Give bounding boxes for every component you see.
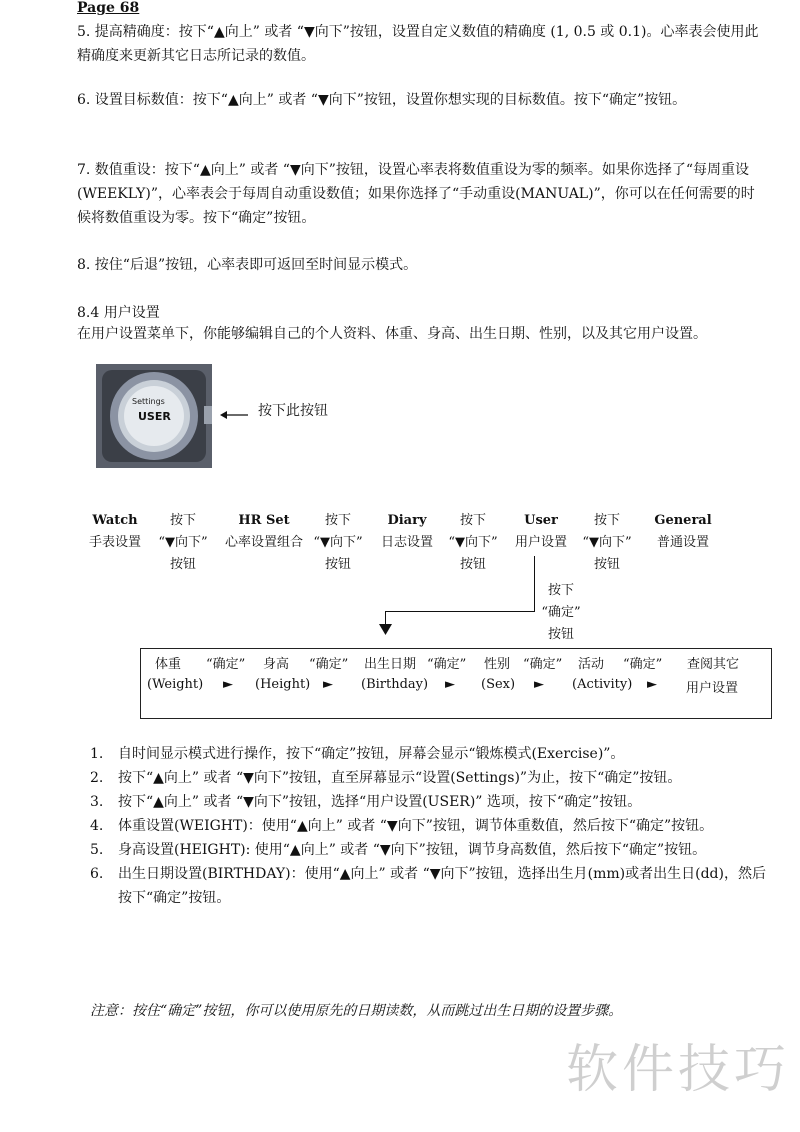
step-sex-cn: 性别 <box>484 657 511 672</box>
step-other-en: 用户设置 <box>686 681 739 696</box>
list-item <box>90 790 770 814</box>
list-item <box>90 862 770 910</box>
step-arrow-icon: ► <box>647 677 657 692</box>
menu-item-en: User <box>524 513 558 528</box>
list-num: 5. <box>90 842 104 858</box>
connector-line-down <box>385 611 386 625</box>
press-button-label: 按下此按钮 <box>258 403 328 419</box>
confirm-label: “确定” <box>206 657 246 672</box>
step-sex-en: (Sex) <box>481 677 516 692</box>
arrow-down-icon <box>379 624 392 635</box>
list-item <box>90 766 770 790</box>
list-text: 出生日期设置(BIRTHDAY)：使用“▲向上” 或者 “▼向下”按钮，选择出生月(mm)或者出生日(dd)，然后按下“确定”按钮。 <box>118 866 766 906</box>
menu-item-general <box>648 510 718 554</box>
step-activity-en: (Activity) <box>572 677 633 692</box>
steps-list <box>90 742 770 910</box>
connector-bottom: 按钮 <box>593 557 620 572</box>
menu-item-watch <box>82 510 148 554</box>
connector-top: 按下 <box>324 513 351 528</box>
step-other-cn: 查阅其它 <box>687 657 740 672</box>
list-item <box>90 838 770 862</box>
connector-bottom: 按钮 <box>324 557 351 572</box>
confirm-label: “确定” <box>623 657 663 672</box>
menu-item-cn: 普通设置 <box>656 535 709 550</box>
menu-item-diary <box>376 510 438 554</box>
confirm-connector <box>534 580 588 646</box>
menu-connector <box>150 510 216 576</box>
connector-mid: “▼向下” <box>158 535 208 550</box>
confirm-connector-l3: 按钮 <box>547 627 574 642</box>
step-height-en: (Height) <box>255 677 311 692</box>
menu-item-hrset <box>222 510 306 554</box>
list-text: 按下“▲向上” 或者 “▼向下”按钮，选择“用户设置(USER)” 选项，按下“确定”按钮。 <box>118 794 642 810</box>
confirm-label: “确定” <box>427 657 467 672</box>
confirm-connector-l2: “确定” <box>541 605 581 620</box>
menu-item-en: Watch <box>92 513 138 528</box>
confirm-connector-l1: 按下 <box>547 583 574 598</box>
step-arrow-icon: ► <box>445 677 455 692</box>
list-text: 按下“▲向上” 或者 “▼向下”按钮，直至屏幕显示“设置(Settings)”为止，按下“确定”按钮。 <box>118 770 682 786</box>
watch-screen-text-2: USER <box>138 410 171 423</box>
step-arrow-icon: ► <box>323 677 333 692</box>
confirm-label: “确定” <box>523 657 563 672</box>
confirm-label: “确定” <box>309 657 349 672</box>
paragraph-7: 7. 数值重设：按下“▲向上” 或者 “▼向下”按钮，设置心率表将数值重设为零的频率。如果你选择了“每周重设(WEEKLY)”，心率表会于每周自动重设数值；如果你选择了“手动重设(MANUAL)”，你可以在任何需要的时候将数值重设为零。按下“确定”按钮。 <box>77 162 755 226</box>
list-num: 2. <box>90 770 104 786</box>
menu-connector <box>440 510 506 576</box>
paragraph-5: 5. 提高精确度：按下“▲向上” 或者 “▼向下”按钮，设置自定义数值的精确度 (1, 0.5 或 0.1)。心率表会使用此精确度来更新其它日志所记录的数值。 <box>77 24 759 64</box>
menu-item-cn: 心率设置组合 <box>224 535 303 550</box>
step-height-cn: 身高 <box>263 657 290 672</box>
page-header: Page 68 <box>77 0 140 16</box>
connector-mid: “▼向下” <box>313 535 363 550</box>
step-weight-en: (Weight) <box>147 677 204 692</box>
connector-bottom: 按钮 <box>169 557 196 572</box>
menu-item-en: HR Set <box>238 513 290 528</box>
list-num: 6. <box>90 866 104 882</box>
connector-line-horizontal <box>385 611 535 612</box>
list-text: 身高设置(HEIGHT): 使用“▲向上” 或者 “▼向下”按钮，调节身高数值，然后按下“确定”按钮。 <box>118 842 707 858</box>
menu-item-en: General <box>654 513 712 528</box>
step-weight-cn: 体重 <box>155 657 182 672</box>
connector-bottom: 按钮 <box>459 557 486 572</box>
connector-top: 按下 <box>169 513 196 528</box>
menu-item-cn: 手表设置 <box>88 535 141 550</box>
paragraph-6: 6. 设置目标数值：按下“▲向上” 或者 “▼向下”按钮，设置你想实现的目标数值。按下“确定”按钮。 <box>77 92 687 108</box>
paragraph-8: 8. 按住“后退”按钮，心率表即可返回至时间显示模式。 <box>77 257 418 273</box>
list-num: 1. <box>90 746 104 762</box>
section-intro: 在用户设置菜单下，你能够编辑自己的个人资料、体重、身高、出生日期、性别，以及其它用户设置。 <box>77 326 707 342</box>
step-activity-cn: 活动 <box>578 657 605 672</box>
note-text: 注意：按住“确定”按钮，你可以使用原先的日期读数，从而跳过出生日期的设置步骤。 <box>90 1003 623 1019</box>
menu-connector <box>574 510 640 576</box>
menu-item-en: Diary <box>387 513 427 528</box>
step-arrow-icon: ► <box>534 677 544 692</box>
list-item <box>90 742 770 766</box>
section-title: 8.4 用户设置 <box>77 305 160 321</box>
watermark: 软件技巧 <box>565 1040 790 1100</box>
list-text: 自时间显示模式进行操作，按下“确定”按钮，屏幕会显示“锻炼模式(Exercise)”。 <box>118 746 625 762</box>
menu-item-cn: 用户设置 <box>514 535 567 550</box>
connector-mid: “▼向下” <box>448 535 498 550</box>
watch-screen-text-1: Settings <box>132 397 165 406</box>
connector-top: 按下 <box>593 513 620 528</box>
step-birthday-en: (Birthday) <box>361 677 429 692</box>
step-arrow-icon: ► <box>223 677 233 692</box>
list-num: 3. <box>90 794 104 810</box>
connector-mid: “▼向下” <box>582 535 632 550</box>
list-text: 体重设置(WEIGHT)：使用“▲向上” 或者 “▼向下”按钮，调节体重数值，然后按下“确定”按钮。 <box>118 818 714 834</box>
menu-item-cn: 日志设置 <box>380 535 433 550</box>
arrow-left-icon <box>220 408 248 422</box>
step-birthday-cn: 出生日期 <box>364 657 417 672</box>
list-item <box>90 814 770 838</box>
watch-photo <box>96 364 212 468</box>
connector-top: 按下 <box>459 513 486 528</box>
user-steps-box <box>140 648 772 719</box>
menu-item-user <box>510 510 572 554</box>
list-num: 4. <box>90 818 104 834</box>
menu-connector <box>305 510 371 576</box>
